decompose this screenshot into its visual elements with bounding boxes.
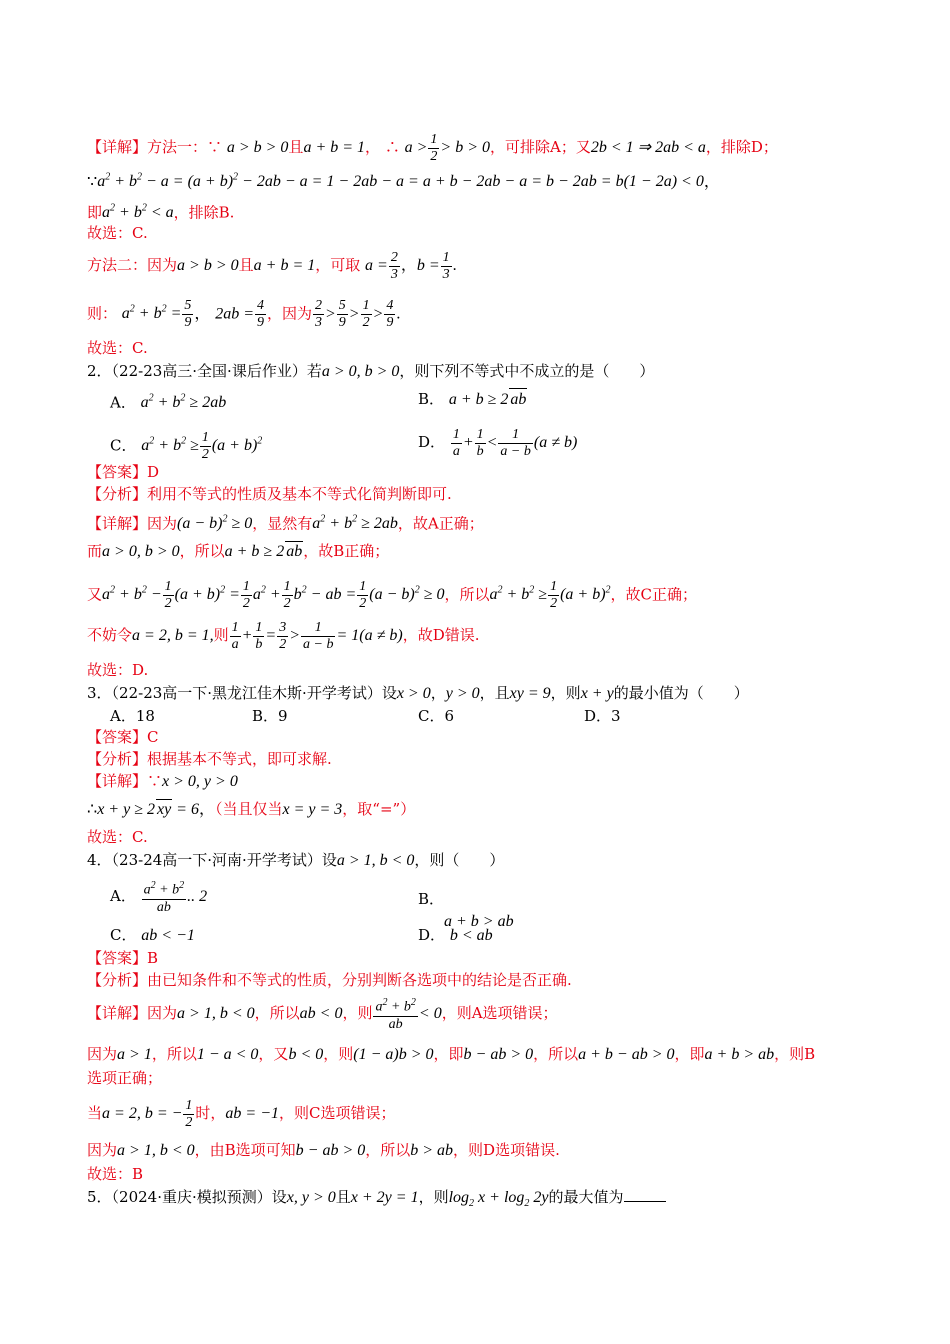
q4-option-c: C． ab < −1	[110, 926, 195, 944]
q1-choice-2: 故选：C.	[87, 339, 148, 357]
q4-analysis: 【分析】由已知条件和不等式的性质，分别判断各选项中的结论是否正确.	[87, 971, 572, 989]
q4-answer: 【答案】B	[87, 949, 159, 967]
q3-analysis: 【分析】根据基本不等式，即可求解.	[87, 750, 332, 768]
q4-option-d: D． b < ab	[418, 926, 493, 944]
q2-choice: 故选：D.	[87, 661, 149, 679]
q4-choice: 故选：B	[87, 1165, 144, 1183]
q1-method2-line: 方法二：因为a > b > 0且a + b = 1，可取 a = $\frac{2}{3}$ ，b = $\frac{1}{3}$ .	[87, 249, 457, 282]
q3-option-c: C．6	[418, 707, 455, 725]
q1-detail-line1: 【详解】方法一：∵ a > b > 0且a + b = 1， ∴ a > $\frac{1}{2}$ > b > 0，可排除A；又2b < 1 ⇒ 2ab < a，排除D；	[87, 131, 778, 164]
q4-detail-3: 当a = 2, b = − $\frac{1}{2}$ 时，ab = −1，则C选项错误；	[87, 1097, 396, 1130]
q3-answer: 【答案】C	[87, 728, 159, 746]
detail-label: 【详解】	[87, 138, 148, 156]
q2-option-c: C． $a^2 + b^2$ ≥ $\frac{1}{2}$ $(a + b)^2$	[110, 429, 263, 462]
q1-choice-1: 故选：C.	[87, 224, 148, 242]
q4-detail-1: 【详解】因为a > 1, b < 0，所以ab < 0，则 $\frac{a^2 + b^2}{ab}$ < 0，则A选项错误；	[87, 997, 558, 1032]
q4-detail-4: 因为a > 1, b < 0，由B选项可知b − ab > 0，所以b > ab，则D选项错误.	[87, 1141, 560, 1159]
q4-option-a: A． $\frac{a^2 + b^2}{ab}$ .. 2	[110, 880, 208, 915]
q3-choice: 故选：C.	[87, 828, 148, 846]
q5-stem: 5．（2024·重庆·模拟预测）设x, y > 0且x + 2y = 1，则$\log_2 x + \log_2 2y$的最大值为	[87, 1187, 890, 1214]
q3-detail-1: 【详解】∵x > 0, y > 0	[87, 772, 238, 790]
q2-option-d: D． $\frac{1}{a}$ + $\frac{1}{b}$ < $\frac{1}{a - b}$ (a ≠ b)	[418, 426, 578, 459]
q2-detail-2: 而a > 0, b > 0，所以a + b ≥ 2 ab，故B正确；	[87, 542, 390, 560]
q3-option-a: A．18	[110, 707, 155, 725]
q3-stem: 3．（22-23高一下·黑龙江佳木斯·开学考试）设x > 0，y > 0，且xy = 9，则x + y的最小值为（ ）	[87, 684, 749, 702]
q2-answer: 【答案】D	[87, 463, 160, 481]
q2-detail-4: 不妨令a = 2, b = 1,则 $\frac{1}{a}$ + $\frac{1}{b}$ = $\frac{3}{2}$ > $\frac{1}{a - b}$ = 1(a ≠ b)，故D错误.	[87, 619, 480, 652]
q4-detail-2: 因为a > 1，所以1 − a < 0，又b < 0，则(1 − a)b > 0，即b − ab > 0，所以a + b − ab > 0，即a + b > ab，则B	[87, 1045, 816, 1063]
q3-detail-2: ∴x + y ≥ 2 xy = 6，（当且仅当x = y = 3，取“=”）	[87, 800, 416, 818]
q4-stem: 4．（23-24高一下·河南·开学考试）设a > 1, b < 0，则（ ）	[87, 851, 505, 869]
q1-detail-line3: 即$a^2 + b^2 < a$，排除B.	[87, 203, 235, 222]
answer-blank[interactable]	[624, 1201, 666, 1202]
q2-option-a: A． $a^2 + b^2 \ge 2ab$	[110, 393, 227, 412]
q2-stem: 2．（22-23高三·全国·课后作业）若a > 0, b > 0，则下列不等式中不成立的是（ ）	[87, 362, 655, 380]
q3-option-d: D．3	[584, 707, 621, 725]
q2-analysis: 【分析】利用不等式的性质及基本不等式化简判断即可.	[87, 485, 452, 503]
q2-detail-3: 又$a^2 + b^2$ − $\frac{1}{2}$ $(a + b)^2$ = $\frac{1}{2}$ $a^2$ + $\frac{1}{2}$ $b^2$ − ab = $\frac{1}{2}$ $(a - b)^2 \ge 0$，所以$a^2 + b^2$ ≥ $\frac{1}{2}$ $(a + b)^2$，故C正确；	[87, 578, 698, 611]
q1-method2-then: 则： $a^2 + b^2$ = $\frac{5}{9}$ ， 2ab = $\frac{4}{9}$ ，因为 $\frac{2}{3}$ > $\frac{5}{9}$ > $\frac{1}{2}$ > $\frac{4}{9}$ .	[87, 297, 401, 330]
q2-option-b: B． a + b ≥ 2 ab	[418, 388, 527, 411]
q4-detail-2b: 选项正确；	[87, 1069, 163, 1087]
q4-option-b: B． a + b > ab	[418, 890, 514, 930]
q1-detail-line2: $\because a^2 + b^2 - a = (a + b)^2 - 2ab - a = 1 - 2ab - a = a + b - 2ab - a = b - 2ab = b(1 - 2a) < 0$，	[87, 172, 720, 191]
q3-option-b: B．9	[252, 707, 288, 725]
q2-detail-1: 【详解】因为$(a - b)^2 \ge 0$，显然有$a^2 + b^2 \ge 2ab$，故A正确；	[87, 514, 484, 533]
